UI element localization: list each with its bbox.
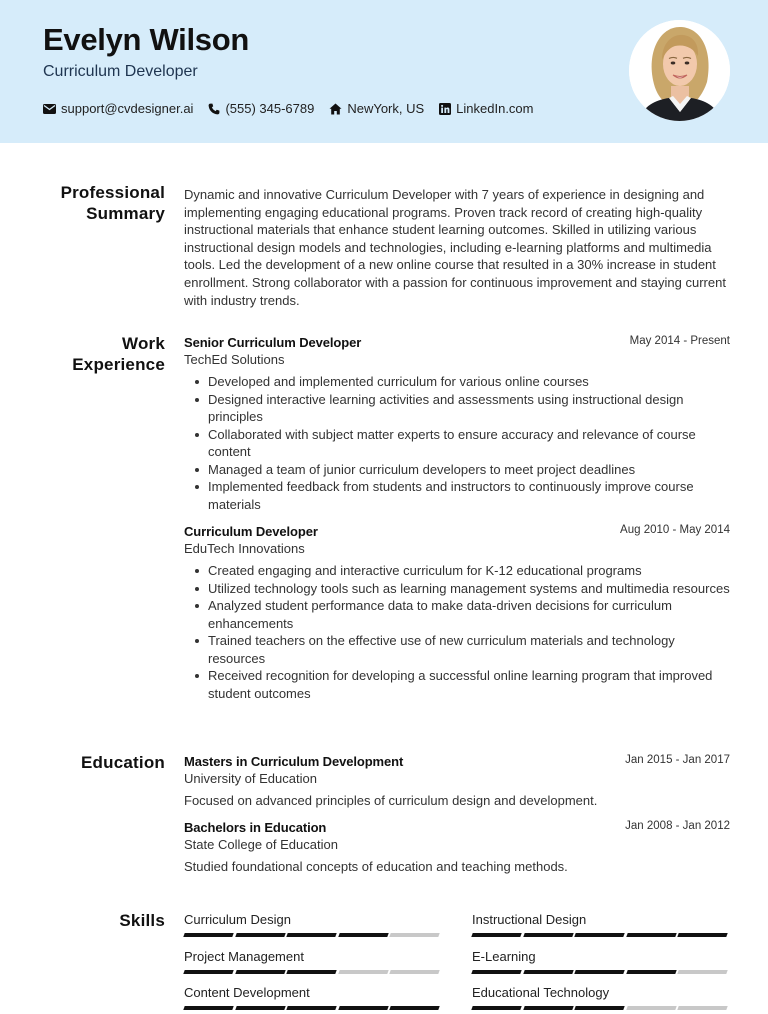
contact-phone-text: (555) 345-6789 xyxy=(225,101,315,116)
skill-segment-filled xyxy=(574,1006,624,1010)
skill-segment-empty xyxy=(626,1006,676,1010)
skill-segment-filled xyxy=(471,933,521,937)
skill-rating-bar xyxy=(184,933,442,937)
home-icon xyxy=(329,103,342,115)
skill-segment-filled xyxy=(183,1006,233,1010)
envelope-icon xyxy=(43,104,56,114)
skill-segment-filled xyxy=(626,970,676,974)
contact-phone[interactable] xyxy=(208,101,314,116)
skill-item xyxy=(472,984,730,1010)
phone-icon xyxy=(208,103,220,115)
resume-header xyxy=(0,0,768,143)
job-bullets xyxy=(184,562,730,702)
skill-name: Project Management xyxy=(184,949,304,964)
education-school: University of Education xyxy=(184,771,317,786)
skill-segment-filled xyxy=(523,970,573,974)
job-company: EduTech Innovations xyxy=(184,541,305,556)
education-description: Studied foundational concepts of education and teaching methods. xyxy=(184,859,568,874)
skill-segment-empty xyxy=(678,970,728,974)
skill-segment-filled xyxy=(286,970,336,974)
experience-heading-line2: Experience xyxy=(72,355,165,374)
skill-item xyxy=(184,984,442,1010)
skill-segment-filled xyxy=(471,1006,521,1010)
summary-heading-line2: Summary xyxy=(86,204,165,223)
skill-segment-filled xyxy=(183,970,233,974)
job-bullet: Trained teachers on the effective use of new curriculum materials and technology resources xyxy=(184,632,730,667)
skill-segment-filled xyxy=(626,933,676,937)
job-bullet: Designed interactive learning activities and assessments using instructional design principles xyxy=(184,391,730,426)
linkedin-icon xyxy=(439,103,451,115)
skill-item xyxy=(472,948,730,974)
experience-heading xyxy=(15,333,165,375)
skill-rating-bar xyxy=(184,970,442,974)
skill-rating-bar xyxy=(184,1006,442,1010)
candidate-name: Evelyn Wilson xyxy=(43,22,249,57)
skill-segment-filled xyxy=(523,933,573,937)
skill-segment-empty xyxy=(390,970,440,974)
education-school: State College of Education xyxy=(184,837,338,852)
skill-name: Educational Technology xyxy=(472,985,610,1000)
experience-heading-line1: Work xyxy=(122,334,165,353)
skill-segment-empty xyxy=(678,1006,728,1010)
job-title: Senior Curriculum Developer xyxy=(184,335,362,350)
summary-text: Dynamic and innovative Curriculum Developer with 7 years of experience in designing and implementing engaging educational programs. Proven track record of creating high-quality instructional materials that enhance student learning outcomes. Skilled in utilizing various instructional design models and technologies, including e-learning platforms and multimedia tools. Led the development of a new online course that resulted in a 30% increase in student enrollment. Strong collaborator with a passion for continuous improvement and staying current with industry trends. xyxy=(184,187,726,308)
job-title: Curriculum Developer xyxy=(184,524,318,539)
skill-segment-empty xyxy=(338,970,388,974)
education-heading: Education xyxy=(81,753,165,772)
candidate-title: Curriculum Developer xyxy=(43,63,198,80)
job-bullet: Utilized technology tools such as learning management systems and multimedia resources xyxy=(184,580,730,598)
job-dates: Aug 2010 - May 2014 xyxy=(620,524,730,536)
contact-email-text: support@cvdesigner.ai xyxy=(61,101,194,116)
skill-name: Curriculum Design xyxy=(184,912,291,927)
skill-segment-filled xyxy=(338,933,388,937)
skill-segment-filled xyxy=(574,933,624,937)
job-entry xyxy=(184,334,730,513)
job-bullets xyxy=(184,373,730,513)
skill-segment-filled xyxy=(235,1006,285,1010)
skill-segment-filled xyxy=(574,970,624,974)
skill-name: Instructional Design xyxy=(472,912,587,927)
skill-segment-filled xyxy=(286,1006,336,1010)
job-company: TechEd Solutions xyxy=(184,352,285,367)
skills-heading: Skills xyxy=(119,911,165,930)
education-description: Focused on advanced principles of curriculum design and development. xyxy=(184,793,598,808)
job-bullet: Developed and implemented curriculum for various online courses xyxy=(184,373,730,391)
summary-heading xyxy=(15,182,165,224)
summary-heading-line1: Professional xyxy=(60,183,165,202)
skill-segment-filled xyxy=(338,1006,388,1010)
skill-segment-filled xyxy=(235,933,285,937)
education-entry xyxy=(184,819,730,876)
skill-segment-filled xyxy=(235,970,285,974)
contact-bar xyxy=(43,101,549,116)
education-dates: Jan 2008 - Jan 2012 xyxy=(625,820,730,832)
contact-linkedin-text: LinkedIn.com xyxy=(456,101,534,116)
contact-location-text: NewYork, US xyxy=(347,101,425,116)
profile-photo xyxy=(629,20,730,121)
skill-rating-bar xyxy=(472,1006,730,1010)
skill-segment-filled xyxy=(471,970,521,974)
skill-item xyxy=(184,911,442,937)
education-degree: Bachelors in Education xyxy=(184,820,327,835)
job-entry xyxy=(184,523,730,702)
education-entry xyxy=(184,753,730,810)
contact-email[interactable] xyxy=(43,101,193,116)
skill-name: E-Learning xyxy=(472,949,536,964)
education-dates: Jan 2015 - Jan 2017 xyxy=(625,754,730,766)
skill-rating-bar xyxy=(472,970,730,974)
skill-rating-bar xyxy=(472,933,730,937)
job-bullet: Received recognition for developing a successful online learning program that improved student outcomes xyxy=(184,667,730,702)
skill-segment-filled xyxy=(523,1006,573,1010)
skill-item xyxy=(472,911,730,937)
skill-segment-filled xyxy=(390,1006,440,1010)
skill-segment-filled xyxy=(678,933,728,937)
skill-name: Content Development xyxy=(184,985,310,1000)
skill-segment-filled xyxy=(183,933,233,937)
job-bullet: Managed a team of junior curriculum developers to meet project deadlines xyxy=(184,461,730,479)
portrait-image xyxy=(629,20,730,121)
job-bullet: Implemented feedback from students and instructors to continuously improve course materials xyxy=(184,478,730,513)
job-bullet: Analyzed student performance data to make data-driven decisions for curriculum enhancements xyxy=(184,597,730,632)
contact-linkedin[interactable] xyxy=(439,101,533,116)
skill-segment-empty xyxy=(390,933,440,937)
contact-location[interactable] xyxy=(329,101,424,116)
skill-segment-filled xyxy=(286,933,336,937)
education-degree: Masters in Curriculum Development xyxy=(184,754,404,769)
job-bullet: Created engaging and interactive curriculum for K-12 educational programs xyxy=(184,562,730,580)
skill-item xyxy=(184,948,442,974)
job-dates: May 2014 - Present xyxy=(629,335,730,347)
job-bullet: Collaborated with subject matter experts to ensure accuracy and relevance of course content xyxy=(184,426,730,461)
